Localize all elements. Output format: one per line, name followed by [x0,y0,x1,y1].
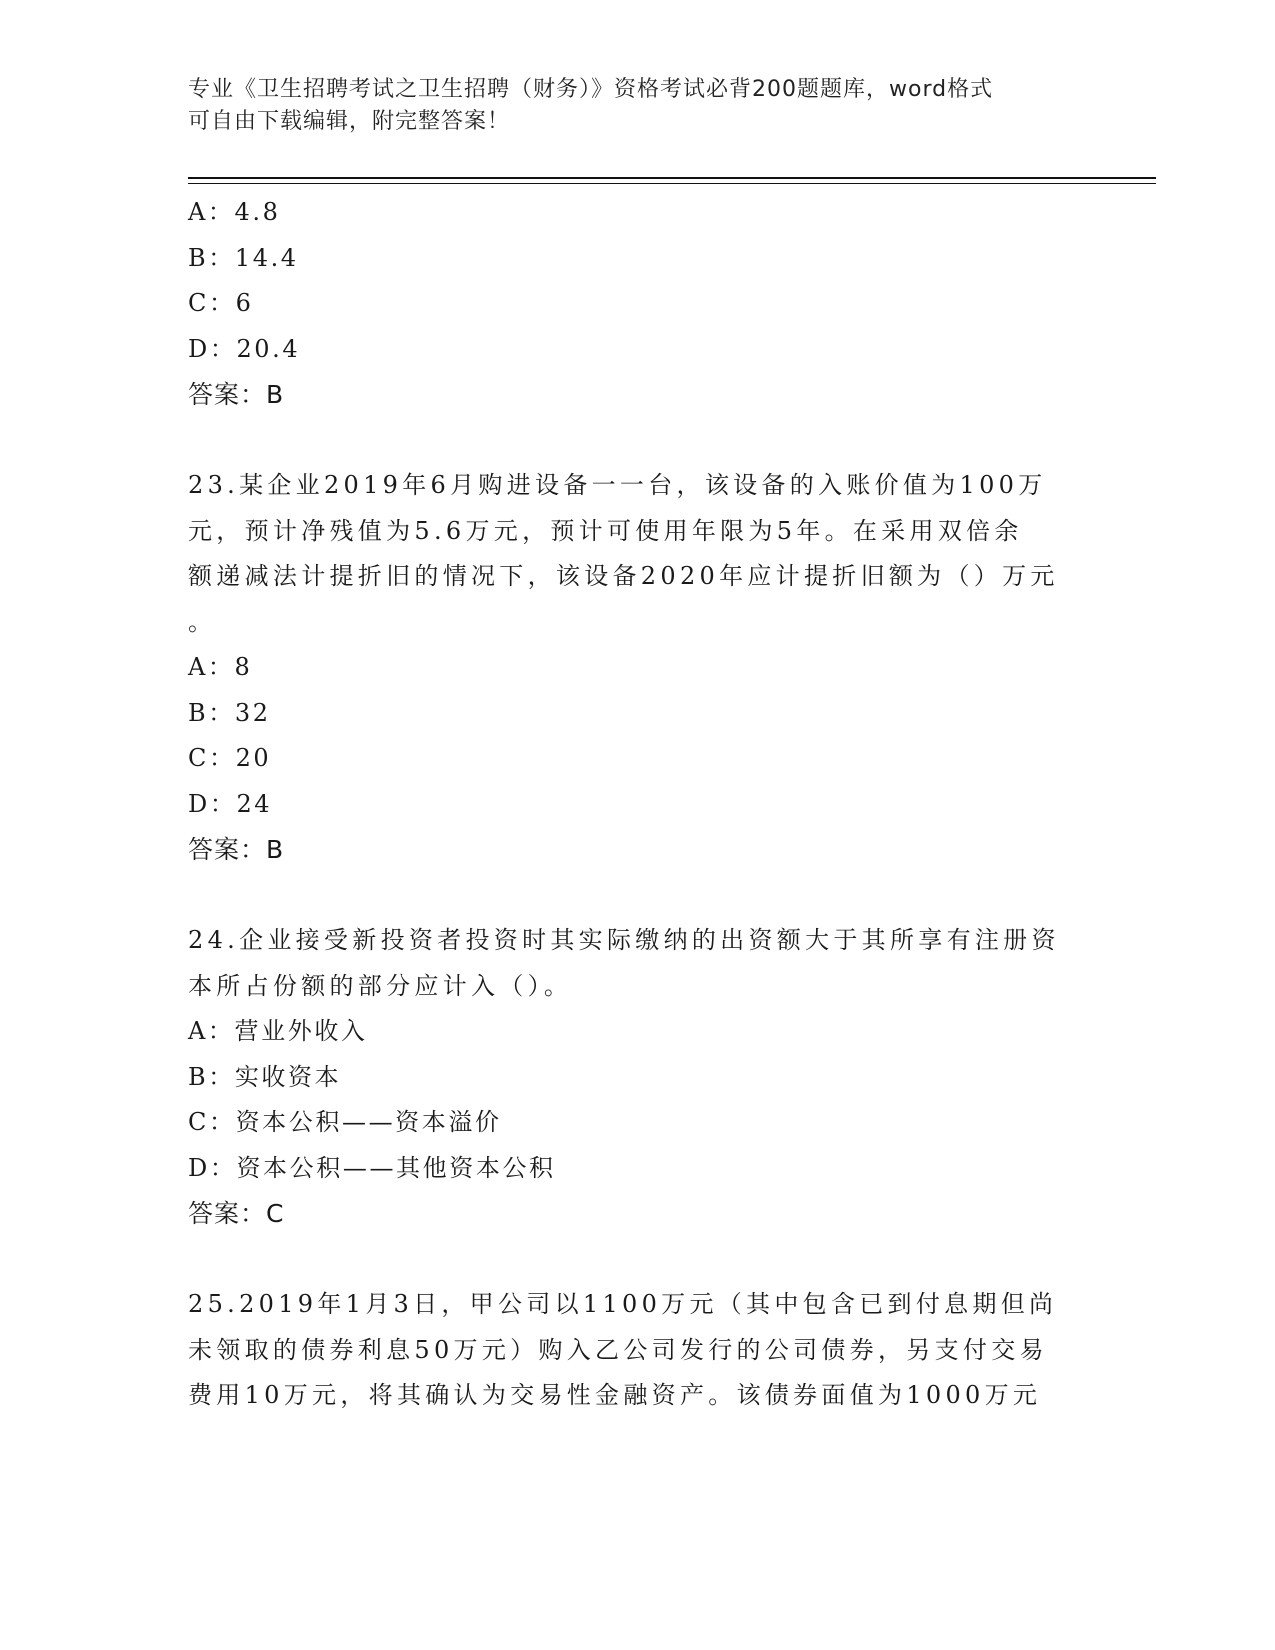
q23-text-line-2: 元，预计净残值为5.6万元，预计可使用年限为5年。在采用双倍余 [188,516,1023,545]
q22-option-a: A：4.8 [188,198,281,226]
q24-option-c: C：资本公积——资本溢价 [188,1108,502,1136]
spacer [188,418,1088,464]
q22-option-b: B：14.4 [188,243,299,272]
q23-text-line-1: 23.某企业2019年6月购进设备一一台，该设备的入账价值为100万 [188,471,1047,499]
q24-option-b: B：实收资本 [188,1062,342,1091]
spacer [188,1237,1088,1283]
document-header [188,74,1078,138]
q25-text-line-1: 25.2019年1月3日，甲公司以1100万元（其中包含已到付息期但尚 [188,1290,1058,1318]
q23-option-a: A：8 [188,653,253,681]
q22-option-d: D：20.4 [188,334,301,363]
q22-answer: 答案：B [188,380,285,409]
q23-option-c: C：20 [188,744,272,772]
question-22-block [188,190,1088,418]
header-line-1: 专业《卫生招聘考试之卫生招聘（财务）》资格考试必背200题题库，word格式 [188,77,994,102]
q25-text-line-3: 费用10万元，将其确认为交易性金融资产。该债券面值为1000万元 [188,1381,1042,1409]
header-rule-thick [188,177,1156,179]
header-line-2: 可自由下载编辑，附完整答案！ [188,109,511,134]
spacer [188,873,1088,919]
q23-text-line-3: 额递减法计提折旧的情况下，该设备2020年应计提折旧额为（）万元 [188,562,1059,590]
q24-option-d: D：资本公积——其他资本公积 [188,1153,556,1182]
q23-answer: 答案：B [188,835,285,864]
q25-text-line-2: 未领取的债券利息50万元）购入乙公司发行的公司债券，另支付交易 [188,1335,1048,1364]
document-body [188,190,1088,1419]
question-25-block [188,1282,1088,1419]
q22-option-c: C：6 [188,289,254,317]
q24-text-line-1: 24.企业接受新投资者投资时其实际缴纳的出资额大于其所享有注册资 [188,926,1060,954]
question-24-block [188,918,1088,1237]
q23-option-b: B：32 [188,698,271,727]
question-23-block [188,463,1088,873]
q24-option-a: A：营业外收入 [188,1017,368,1045]
header-rule-thin [188,183,1156,184]
q23-text-line-4: 。 [188,607,217,636]
q23-option-d: D：24 [188,789,273,818]
q24-text-line-2: 本所占份额的部分应计入（）。 [188,971,573,1000]
q24-answer: 答案：C [188,1199,285,1228]
